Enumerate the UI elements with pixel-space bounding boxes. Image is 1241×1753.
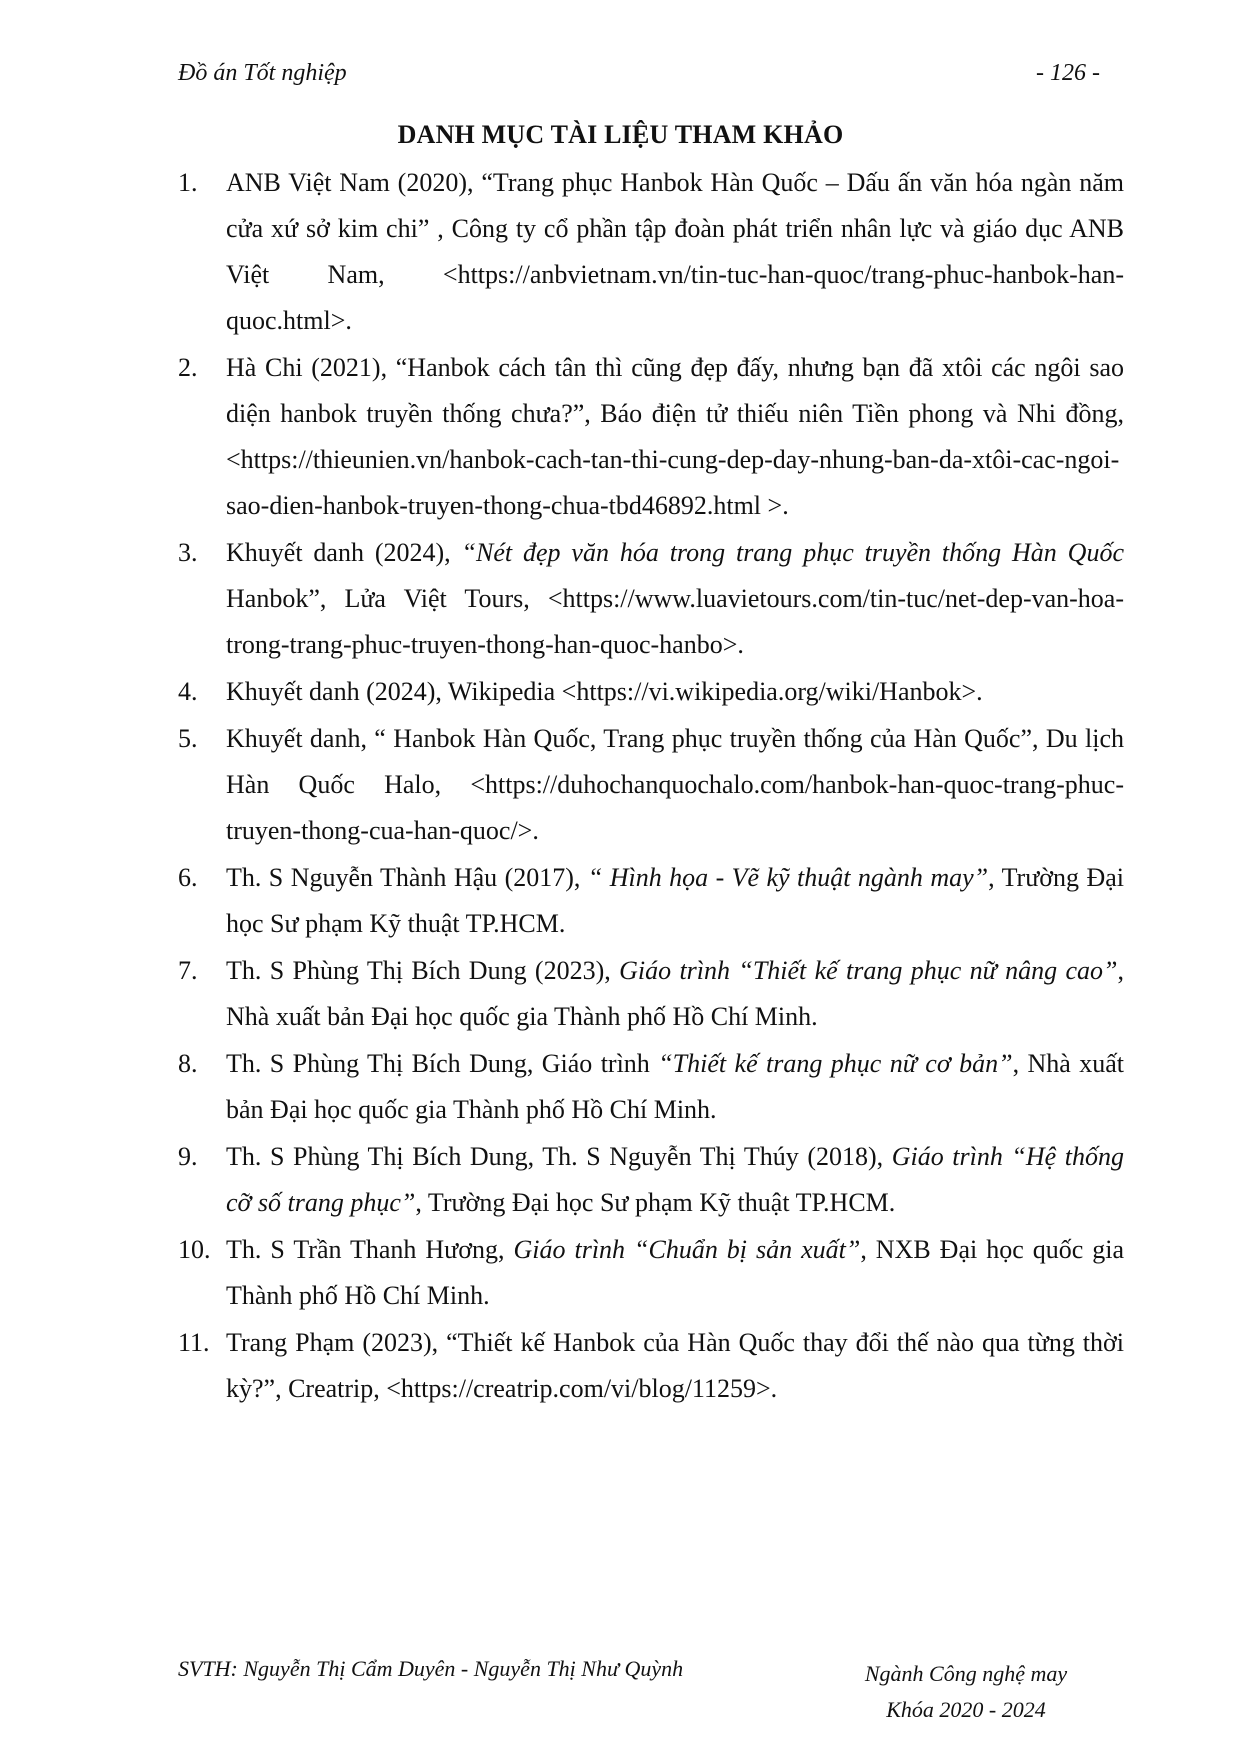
- reference-segment: Khuyết danh (2024), Wikipedia <https://vi.wikipedia.org/wiki/Hanbok>.: [226, 677, 983, 706]
- reference-segment: Hà Chi (2021), “Hanbok cách tân thì cũng đẹp đấy, nhưng bạn đã xtôi các ngôi sao diện hanbok truyền thống chưa?”, Báo điện tử thiếu niên Tiền phong và Nhi đồng, <https://thieunien.vn/hanbok-cach-tan-thi-cung-dep-day-nhung-ban-da-xtôi-cac-ngoi-sao-dien-hanbok-truyen-thong-chua-tbd46892.html >.: [226, 353, 1124, 520]
- reference-segment: , Trường Đại học Sư phạm Kỹ thuật TP.HCM.: [226, 863, 1125, 938]
- footer-major: Ngành Công nghệ may: [864, 1661, 1068, 1686]
- reference-segment: Hanbok”, Lửa Việt Tours, <https://www.luavietours.com/tin-tuc/net-dep-van-hoa-trong-trang-phuc-truyen-thong-han-quoc-hanbo>.: [226, 584, 1124, 659]
- reference-segment: , NXB Đại học quốc gia Thành phố Hồ Chí Minh.: [226, 1235, 1124, 1310]
- reference-italic-title: “Thiết kế trang phục nữ cơ bản”: [658, 1049, 1013, 1078]
- reference-item: [178, 669, 1124, 715]
- reference-segment: Khuyết danh (2024),: [226, 538, 462, 567]
- reference-segment: Trang Phạm (2023), “Thiết kế Hanbok của Hàn Quốc thay đổi thế nào qua từng thời kỳ?”, Creatrip, <https://creatrip.com/vi/blog/11259>.: [226, 1328, 1124, 1403]
- reference-segment: Th. S Trần Thanh Hương,: [226, 1235, 514, 1264]
- reference-item: [178, 530, 1124, 668]
- reference-number: 2.: [178, 353, 198, 382]
- reference-item: [178, 948, 1124, 1040]
- reference-number: 4.: [178, 677, 198, 706]
- reference-segment: Khuyết danh, “ Hanbok Hàn Quốc, Trang phục truyền thống của Hàn Quốc”, Du lịch Hàn Quốc Halo, <https://duhochanquochalo.com/hanbok-han-quoc-trang-phuc-truyen-thong-cua-han-quoc/>.: [226, 724, 1124, 845]
- reference-text: [226, 863, 1124, 938]
- reference-segment: , Nhà xuất bản Đại học quốc gia Thành phố Hồ Chí Minh.: [226, 956, 1125, 1031]
- reference-number: 5.: [178, 724, 198, 753]
- reference-segment: , Trường Đại học Sư phạm Kỹ thuật TP.HCM.: [415, 1188, 896, 1217]
- reference-italic-title: Giáo trình “Hệ thống cỡ số trang phục”: [226, 1142, 1124, 1217]
- reference-number: 7.: [178, 956, 198, 985]
- reference-text: [226, 538, 1124, 659]
- reference-italic-title: Giáo trình “Chuẩn bị sản xuất”: [513, 1235, 861, 1264]
- page-number: - 126 -: [1036, 60, 1100, 86]
- reference-number: 1.: [178, 168, 198, 197]
- reference-text: [226, 956, 1124, 1031]
- reference-item: [178, 855, 1124, 947]
- reference-text: [226, 1049, 1124, 1124]
- reference-item: [178, 1320, 1124, 1412]
- reference-number: 8.: [178, 1049, 198, 1078]
- reference-italic-title: “Nét đẹp văn hóa trong trang phục truyền thống Hàn Quốc: [461, 538, 1124, 567]
- reference-segment: Th. S Phùng Thị Bích Dung (2023),: [226, 956, 620, 985]
- reference-segment: Th. S Nguyễn Thành Hậu (2017),: [226, 863, 588, 892]
- reference-item: [178, 1134, 1124, 1226]
- reference-item: [178, 160, 1124, 344]
- reference-number: 3.: [178, 538, 198, 567]
- page-header: [178, 54, 1100, 94]
- reference-italic-title: “ Hình họa - Vẽ kỹ thuật ngành may”: [587, 863, 989, 892]
- reference-text: [226, 724, 1124, 845]
- reference-list: [178, 160, 1124, 1413]
- footer-program: [856, 1656, 1076, 1728]
- reference-number: 11.: [178, 1328, 210, 1357]
- reference-segment: Th. S Phùng Thị Bích Dung, Giáo trình: [226, 1049, 659, 1078]
- reference-text: [226, 168, 1124, 335]
- page-title: DANH MỤC TÀI LIỆU THAM KHẢO: [397, 120, 844, 149]
- reference-text: [226, 677, 983, 706]
- header-document-type: Đồ án Tốt nghiệp: [178, 60, 347, 86]
- reference-text: [226, 1142, 1124, 1217]
- reference-item: [178, 716, 1124, 854]
- reference-item: [178, 1227, 1124, 1319]
- reference-italic-title: Giáo trình “Thiết kế trang phục nữ nâng cao”: [619, 956, 1118, 985]
- reference-number: 9.: [178, 1142, 198, 1171]
- reference-segment: ANB Việt Nam (2020), “Trang phục Hanbok Hàn Quốc – Dấu ấn văn hóa ngàn năm cửa xứ sở kim chi” , Công ty cổ phần tập đoàn phát triển nhân lực và giáo dục ANB Việt Nam, <https://anbvietnam.vn/tin-tuc-han-quoc/trang-phuc-hanbok-han-quoc.html>.: [226, 168, 1124, 335]
- reference-number: 10.: [178, 1235, 211, 1264]
- reference-number: 6.: [178, 863, 198, 892]
- reference-segment: , Nhà xuất bản Đại học quốc gia Thành phố Hồ Chí Minh.: [226, 1049, 1124, 1124]
- reference-text: [226, 1328, 1124, 1403]
- reference-segment: Th. S Phùng Thị Bích Dung, Th. S Nguyễn Thị Thúy (2018),: [226, 1142, 892, 1171]
- reference-item: [178, 345, 1124, 529]
- reference-text: [226, 353, 1124, 520]
- footer-authors: SVTH: Nguyễn Thị Cẩm Duyên - Nguyễn Thị Như Quỳnh: [178, 1656, 684, 1681]
- reference-item: [178, 1041, 1124, 1133]
- footer-cohort: Khóa 2020 - 2024: [886, 1697, 1046, 1722]
- reference-text: [226, 1235, 1124, 1310]
